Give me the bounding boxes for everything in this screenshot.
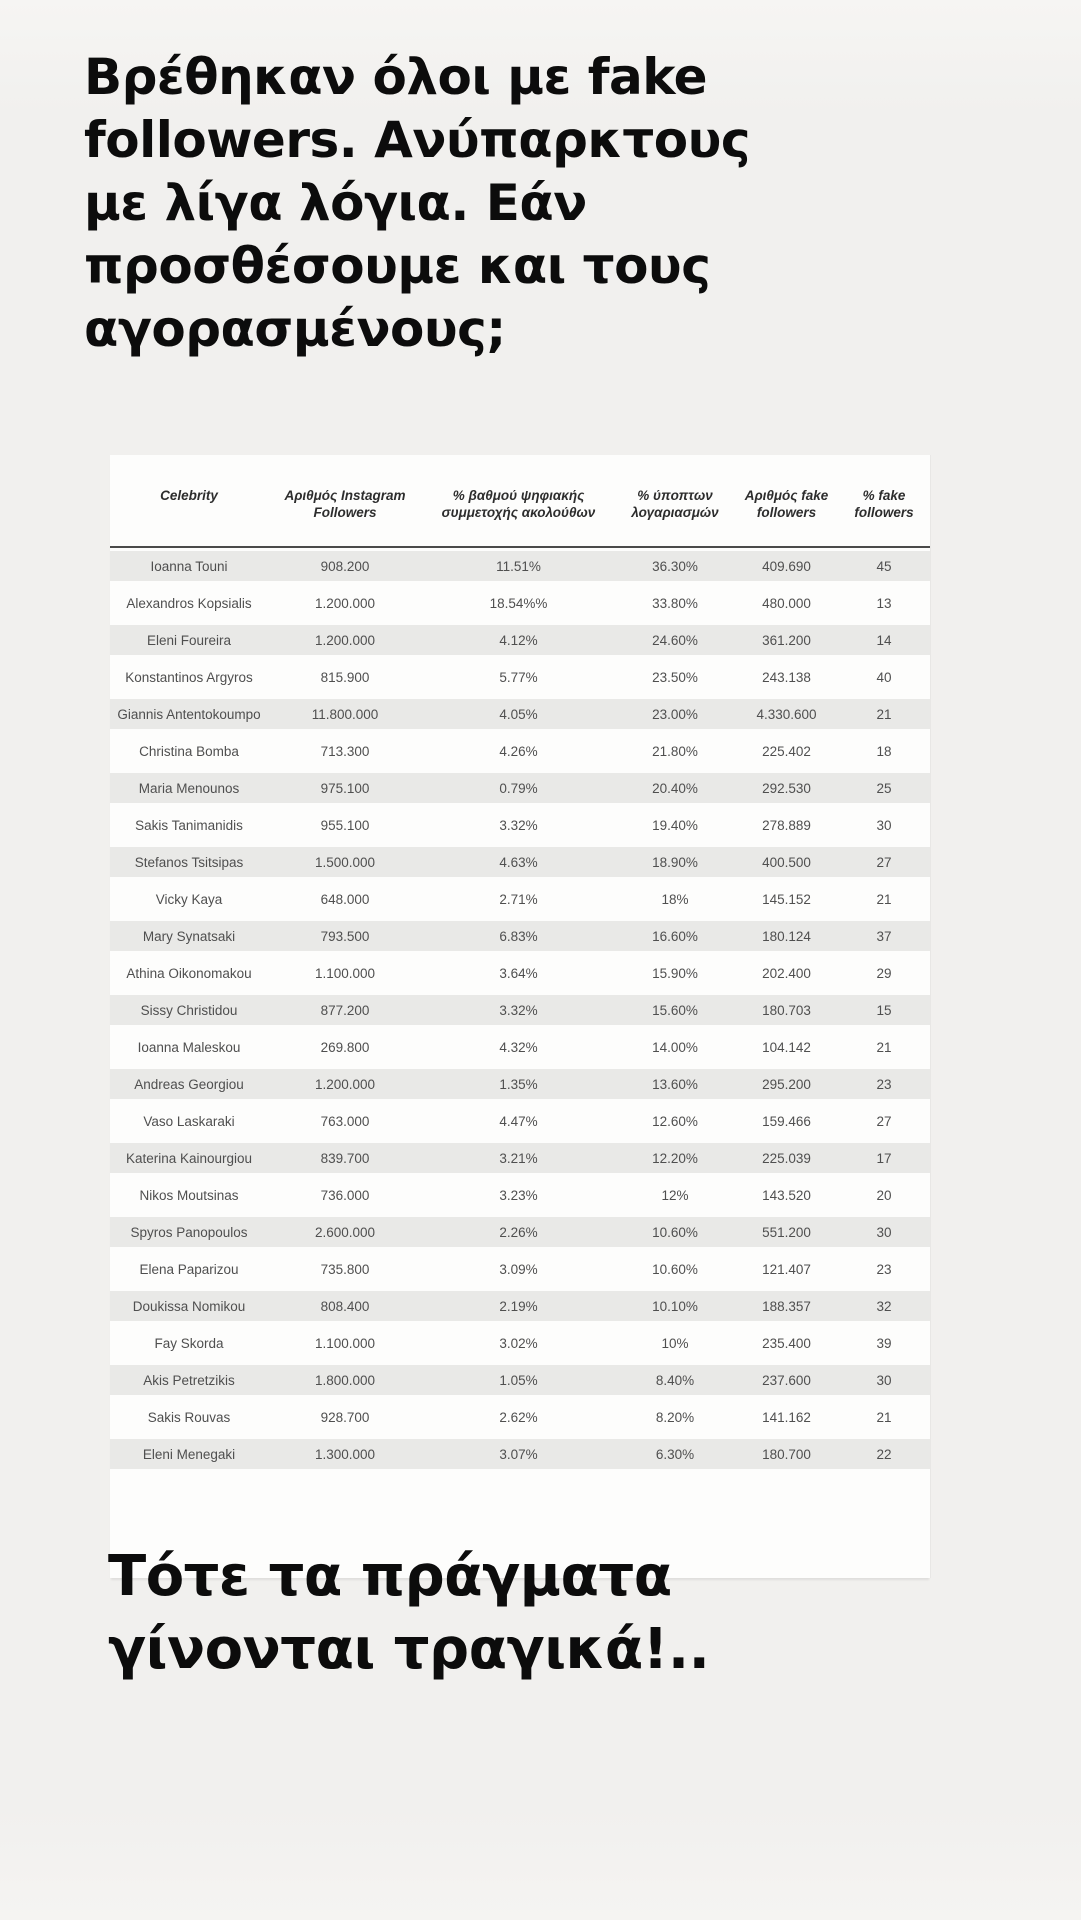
table-row (110, 622, 930, 659)
cell-fake-followers-pct: 40 (876, 670, 892, 685)
cell-suspicious-accounts: 8.20% (655, 1410, 695, 1425)
cell-fake-followers-pct: 21 (876, 892, 892, 907)
cell-fake-followers-pct: 30 (876, 818, 892, 833)
cell-celebrity: Giannis Antentokoumpo (117, 707, 261, 722)
cell-engagement-rate: 4.63% (499, 855, 538, 870)
cell-celebrity: Elena Paparizou (139, 1262, 239, 1277)
cell-suspicious-accounts: 23.00% (652, 707, 698, 722)
cell-instagram-followers: 877.200 (320, 1003, 370, 1018)
cell-fake-followers-count: 180.703 (762, 1003, 811, 1018)
cell-instagram-followers: 975.100 (320, 781, 370, 796)
header-engagement-rate: % βαθμού ψηφιακής συμμετοχής ακολούθων (441, 488, 596, 520)
cell-engagement-rate: 3.21% (499, 1151, 538, 1166)
fake-followers-table (110, 455, 930, 1578)
cell-celebrity: Eleni Menegaki (142, 1447, 236, 1462)
cell-instagram-followers: 808.400 (320, 1299, 370, 1314)
cell-instagram-followers: 269.800 (320, 1040, 370, 1055)
cell-celebrity: Ioanna Touni (150, 559, 228, 574)
cell-engagement-rate: 4.47% (499, 1114, 538, 1129)
cell-suspicious-accounts: 24.60% (652, 633, 698, 648)
cell-engagement-rate: 1.35% (499, 1077, 538, 1092)
table-row (110, 770, 930, 807)
cell-suspicious-accounts: 33.80% (652, 596, 698, 611)
cell-suspicious-accounts: 10.60% (652, 1262, 698, 1277)
cell-instagram-followers: 908.200 (320, 559, 370, 574)
cell-celebrity: Ioanna Maleskou (137, 1040, 241, 1055)
cell-engagement-rate: 3.23% (499, 1188, 538, 1203)
cell-celebrity: Katerina Kainourgiou (125, 1151, 253, 1166)
cell-engagement-rate: 18.54%% (489, 596, 548, 611)
cell-celebrity: Vicky Kaya (155, 892, 223, 907)
table-row (110, 1362, 930, 1399)
intro-line-4: προσθέσουμε και τους (84, 237, 711, 295)
cell-suspicious-accounts: 14.00% (652, 1040, 698, 1055)
cell-celebrity: Doukissa Nomikou (132, 1299, 246, 1314)
cell-celebrity: Spyros Panopoulos (130, 1225, 248, 1240)
table-row (110, 1436, 930, 1473)
cell-fake-followers-count: 180.700 (762, 1447, 811, 1462)
cell-engagement-rate: 3.07% (499, 1447, 538, 1462)
cell-fake-followers-pct: 21 (876, 707, 892, 722)
cell-instagram-followers: 736.000 (320, 1188, 370, 1203)
cell-engagement-rate: 0.79% (499, 781, 538, 796)
cell-celebrity: Nikos Moutsinas (139, 1188, 239, 1203)
cell-engagement-rate: 2.26% (499, 1225, 538, 1240)
cell-celebrity: Maria Menounos (138, 781, 240, 796)
table-row (110, 1251, 930, 1288)
cell-fake-followers-pct: 20 (876, 1188, 892, 1203)
cell-fake-followers-count: 292.530 (762, 781, 811, 796)
table-row (110, 696, 930, 733)
table-row (110, 807, 930, 844)
cell-fake-followers-count: 237.600 (762, 1373, 811, 1388)
cell-celebrity: Andreas Georgiou (134, 1077, 244, 1092)
cell-celebrity: Vaso Laskaraki (143, 1114, 235, 1129)
cell-fake-followers-pct: 27 (876, 1114, 892, 1129)
cell-instagram-followers: 648.000 (320, 892, 370, 907)
cell-suspicious-accounts: 13.60% (652, 1077, 698, 1092)
intro-line-1: Βρέθηκαν όλοι με fake (84, 48, 708, 106)
cell-fake-followers-count: 180.124 (762, 929, 811, 944)
cell-instagram-followers: 2.600.000 (314, 1225, 376, 1240)
cell-celebrity: Athina Oikonomakou (126, 966, 252, 981)
header-suspicious-accounts: % ύποπτων λογαριασμών (631, 488, 719, 520)
intro-line-2: followers. Ανύπαρκτους (84, 111, 751, 169)
cell-celebrity: Sakis Rouvas (147, 1410, 231, 1425)
cell-fake-followers-count: 409.690 (762, 559, 811, 574)
cell-suspicious-accounts: 15.90% (652, 966, 698, 981)
cell-engagement-rate: 4.32% (499, 1040, 538, 1055)
cell-fake-followers-count: 145.152 (762, 892, 811, 907)
table-row (110, 844, 930, 881)
cell-instagram-followers: 1.800.000 (314, 1373, 376, 1388)
header-fake-followers-count: Αριθμός fake followers (744, 488, 829, 520)
cell-celebrity: Christina Bomba (139, 744, 239, 759)
table-header-row (110, 487, 930, 521)
cell-suspicious-accounts: 19.40% (652, 818, 698, 833)
cell-instagram-followers: 1.500.000 (314, 855, 376, 870)
intro-line-3: με λίγα λόγια. Εάν (84, 174, 587, 232)
cell-suspicious-accounts: 21.80% (652, 744, 698, 759)
cell-fake-followers-pct: 29 (876, 966, 892, 981)
cell-engagement-rate: 3.32% (499, 818, 538, 833)
cell-engagement-rate: 11.51% (496, 559, 541, 574)
cell-suspicious-accounts: 12.20% (652, 1151, 698, 1166)
cell-engagement-rate: 3.64% (499, 966, 538, 981)
cell-fake-followers-count: 188.357 (762, 1299, 811, 1314)
table-row (110, 918, 930, 955)
cell-suspicious-accounts: 8.40% (655, 1373, 695, 1388)
cell-instagram-followers: 1.200.000 (314, 596, 376, 611)
table-row (110, 1399, 930, 1436)
table-row (110, 1214, 930, 1251)
cell-celebrity: Akis Petretzikis (143, 1373, 235, 1388)
header-celebrity: Celebrity (160, 488, 218, 503)
cell-fake-followers-pct: 18 (876, 744, 892, 759)
cell-engagement-rate: 2.62% (499, 1410, 538, 1425)
table-body (110, 548, 930, 1473)
cell-instagram-followers: 1.100.000 (314, 966, 376, 981)
cell-fake-followers-pct: 37 (876, 929, 892, 944)
cell-suspicious-accounts: 18% (661, 892, 689, 907)
cell-suspicious-accounts: 15.60% (652, 1003, 698, 1018)
cell-fake-followers-pct: 13 (876, 596, 892, 611)
cell-fake-followers-pct: 45 (876, 559, 892, 574)
cell-engagement-rate: 6.83% (499, 929, 538, 944)
table-row (110, 1103, 930, 1140)
cell-suspicious-accounts: 10.10% (652, 1299, 698, 1314)
cell-instagram-followers: 928.700 (320, 1410, 370, 1425)
cell-instagram-followers: 815.900 (320, 670, 370, 685)
cell-fake-followers-count: 4.330.600 (756, 707, 817, 722)
table-row (110, 548, 930, 585)
cell-fake-followers-pct: 27 (876, 855, 892, 870)
table-row (110, 733, 930, 770)
table-row (110, 955, 930, 992)
table-row (110, 1066, 930, 1103)
cell-suspicious-accounts: 36.30% (652, 559, 698, 574)
cell-fake-followers-pct: 23 (876, 1077, 892, 1092)
cell-fake-followers-pct: 32 (876, 1299, 892, 1314)
cell-fake-followers-count: 295.200 (762, 1077, 811, 1092)
cell-fake-followers-count: 121.407 (762, 1262, 811, 1277)
cell-celebrity: Mary Synatsaki (142, 929, 236, 944)
cell-fake-followers-pct: 30 (876, 1225, 892, 1240)
cell-celebrity: Stefanos Tsitsipas (134, 855, 244, 870)
cell-fake-followers-count: 235.400 (762, 1336, 811, 1351)
cell-fake-followers-pct: 15 (876, 1003, 892, 1018)
cell-celebrity: Fay Skorda (154, 1336, 224, 1351)
cell-suspicious-accounts: 12% (661, 1188, 689, 1203)
cell-engagement-rate: 4.26% (499, 744, 538, 759)
intro-caption (84, 46, 750, 361)
cell-instagram-followers: 793.500 (320, 929, 370, 944)
outro-caption (108, 1540, 709, 1686)
cell-fake-followers-pct: 22 (876, 1447, 892, 1462)
header-instagram-followers: Αριθμός Instagram Followers (284, 488, 406, 520)
cell-instagram-followers: 11.800.000 (311, 707, 379, 722)
table-row (110, 659, 930, 696)
cell-fake-followers-pct: 39 (876, 1336, 892, 1351)
cell-suspicious-accounts: 20.40% (652, 781, 698, 796)
table-row (110, 1140, 930, 1177)
cell-fake-followers-pct: 30 (876, 1373, 892, 1388)
table-row (110, 1177, 930, 1214)
cell-fake-followers-count: 225.039 (762, 1151, 811, 1166)
table-row (110, 1288, 930, 1325)
cell-fake-followers-pct: 21 (876, 1040, 892, 1055)
cell-fake-followers-pct: 17 (876, 1151, 892, 1166)
cell-instagram-followers: 735.800 (320, 1262, 370, 1277)
cell-instagram-followers: 763.000 (320, 1114, 370, 1129)
outro-line-2: γίνονται τραγικά!.. (108, 1617, 710, 1682)
cell-engagement-rate: 3.02% (499, 1336, 538, 1351)
cell-engagement-rate: 4.12% (499, 633, 538, 648)
cell-fake-followers-pct: 14 (876, 633, 892, 648)
cell-fake-followers-count: 278.889 (762, 818, 811, 833)
cell-instagram-followers: 1.100.000 (314, 1336, 376, 1351)
table-row (110, 585, 930, 622)
cell-fake-followers-count: 243.138 (762, 670, 811, 685)
cell-engagement-rate: 4.05% (499, 707, 538, 722)
cell-engagement-rate: 3.09% (499, 1262, 538, 1277)
cell-fake-followers-count: 480.000 (762, 596, 811, 611)
table-row (110, 1325, 930, 1362)
header-fake-followers-pct: % fake followers (854, 488, 914, 520)
cell-engagement-rate: 5.77% (499, 670, 538, 685)
cell-suspicious-accounts: 10% (661, 1336, 689, 1351)
cell-fake-followers-count: 141.162 (762, 1410, 811, 1425)
cell-celebrity: Konstantinos Argyros (125, 670, 253, 685)
cell-instagram-followers: 713.300 (320, 744, 370, 759)
cell-fake-followers-pct: 23 (876, 1262, 892, 1277)
cell-celebrity: Sissy Christidou (140, 1003, 238, 1018)
cell-suspicious-accounts: 12.60% (652, 1114, 698, 1129)
cell-suspicious-accounts: 16.60% (652, 929, 698, 944)
cell-celebrity: Sakis Tanimanidis (135, 818, 243, 833)
cell-engagement-rate: 2.71% (499, 892, 538, 907)
table-row (110, 1029, 930, 1066)
cell-fake-followers-pct: 21 (876, 1410, 892, 1425)
cell-celebrity: Eleni Foureira (146, 633, 232, 648)
cell-celebrity: Alexandros Kopsialis (126, 596, 252, 611)
cell-fake-followers-pct: 25 (876, 781, 892, 796)
cell-engagement-rate: 3.32% (499, 1003, 538, 1018)
table-row (110, 992, 930, 1029)
table-row (110, 881, 930, 918)
cell-engagement-rate: 2.19% (499, 1299, 538, 1314)
cell-instagram-followers: 1.200.000 (314, 1077, 376, 1092)
cell-fake-followers-count: 225.402 (762, 744, 811, 759)
cell-instagram-followers: 955.100 (320, 818, 370, 833)
cell-fake-followers-count: 400.500 (762, 855, 811, 870)
cell-instagram-followers: 1.300.000 (314, 1447, 376, 1462)
cell-fake-followers-count: 202.400 (762, 966, 811, 981)
cell-suspicious-accounts: 23.50% (652, 670, 698, 685)
cell-engagement-rate: 1.05% (499, 1373, 538, 1388)
cell-suspicious-accounts: 18.90% (652, 855, 698, 870)
cell-suspicious-accounts: 10.60% (652, 1225, 698, 1240)
cell-instagram-followers: 1.200.000 (314, 633, 376, 648)
cell-fake-followers-count: 361.200 (762, 633, 811, 648)
outro-line-1: Τότε τα πράγματα (108, 1544, 672, 1609)
cell-fake-followers-count: 551.200 (762, 1225, 811, 1240)
cell-instagram-followers: 839.700 (320, 1151, 370, 1166)
cell-fake-followers-count: 104.142 (762, 1040, 811, 1055)
cell-suspicious-accounts: 6.30% (655, 1447, 695, 1462)
cell-fake-followers-count: 143.520 (762, 1188, 811, 1203)
intro-line-5: αγορασμένους; (84, 300, 506, 358)
cell-fake-followers-count: 159.466 (762, 1114, 811, 1129)
